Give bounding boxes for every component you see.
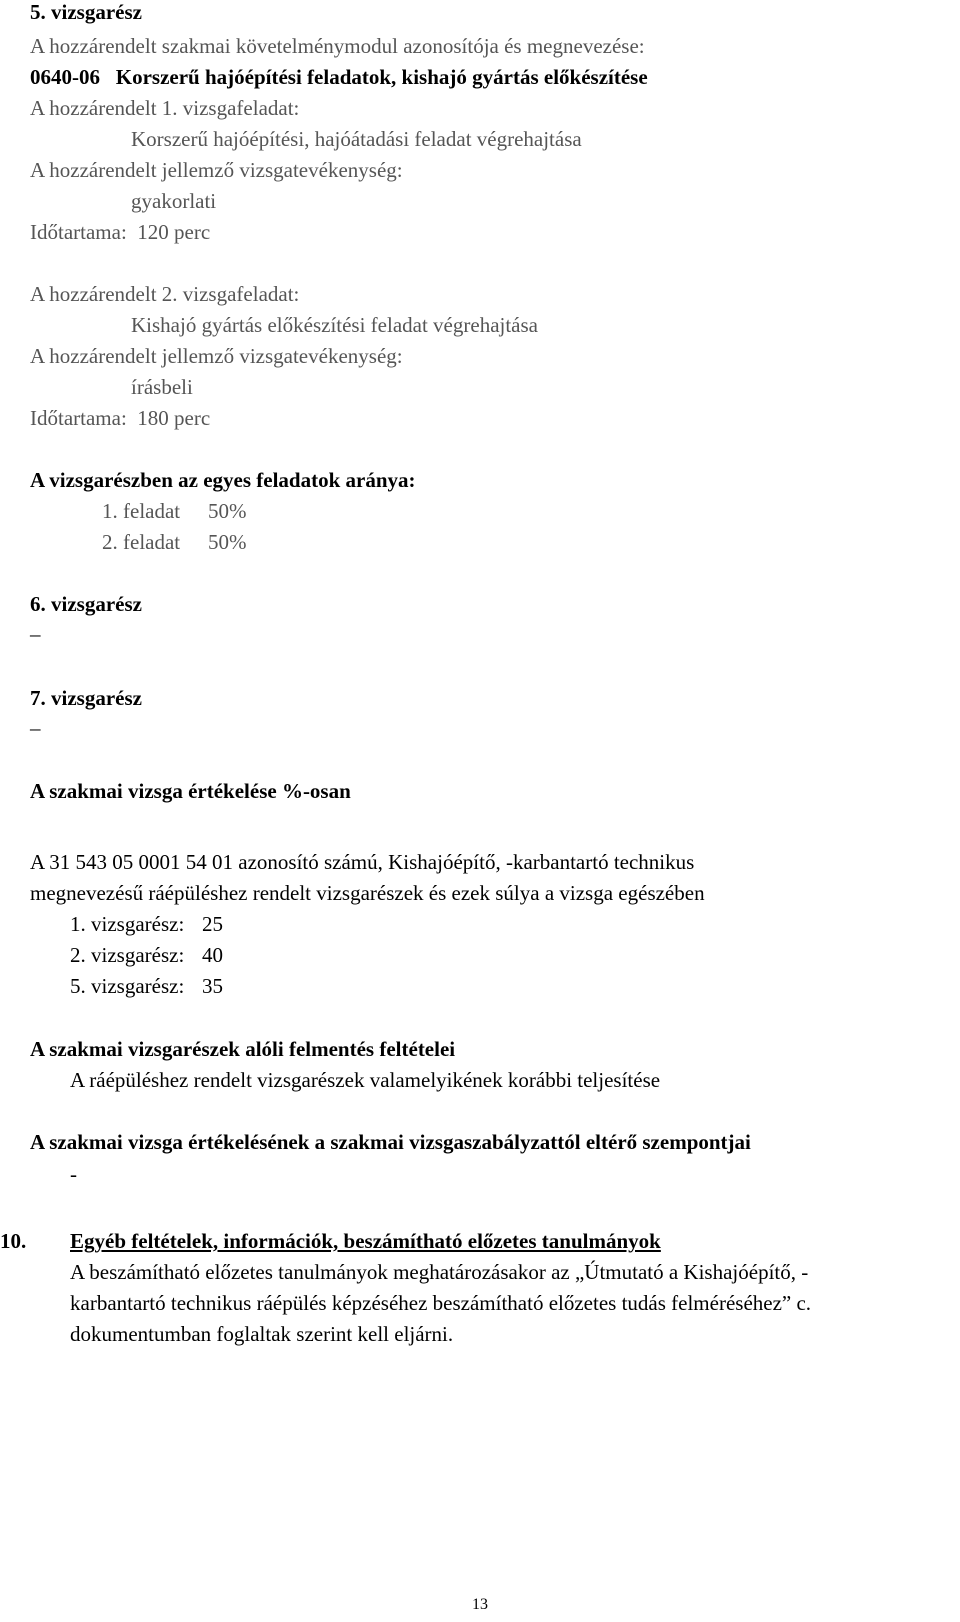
part7-heading: 7. vizsgarész: [30, 686, 142, 710]
exemption-text: A ráépüléshez rendelt vizsgarészek valamelyikének korábbi teljesítése: [70, 1068, 661, 1092]
task1-label: A hozzárendelt 1. vizsgafeladat:: [30, 96, 300, 120]
ratio-row: [102, 499, 247, 523]
task2-label: A hozzárendelt 2. vizsgafeladat:: [30, 282, 300, 306]
ratio-label: 2. feladat: [102, 530, 181, 554]
weight-value: 35: [202, 974, 223, 998]
task1-duration: Időtartama: 120 perc: [30, 220, 211, 244]
section10-number: 10.: [0, 1229, 27, 1253]
part6-heading: 6. vizsgarész: [30, 592, 142, 616]
section10-line1: A beszámítható előzetes tanulmányok meghatározásakor az „Útmutató a Kishajóépítő, -: [70, 1260, 809, 1284]
weight-label: 5. vizsgarész:: [70, 974, 185, 998]
deviation-heading: A szakmai vizsga értékelésének a szakmai vizsgaszabályzattól eltérő szempontjai: [30, 1130, 751, 1154]
page-number: 13: [472, 1596, 488, 1613]
ratio-heading: A vizsgarészben az egyes feladatok aránya:: [30, 468, 416, 492]
weight-value: 25: [202, 912, 223, 936]
ratio-label: 1. feladat: [102, 499, 181, 523]
weight-label: 2. vizsgarész:: [70, 943, 185, 967]
part7-value: –: [30, 716, 41, 740]
task2-activity-value: írásbeli: [131, 375, 193, 399]
section10-line2: karbantartó technikus ráépülés képzéséhez beszámítható előzetes tudás felméréséhez” c.: [70, 1291, 812, 1315]
section10-line3: dokumentumban foglaltak szerint kell eljárni.: [70, 1322, 454, 1346]
task1-value: Korszerű hajóépítési, hajóátadási feladat végrehajtása: [131, 127, 582, 151]
weight-row: [70, 974, 223, 998]
task2-duration: Időtartama: 180 perc: [30, 406, 211, 430]
weight-row: [70, 943, 223, 967]
deviation-value: -: [70, 1162, 77, 1186]
ratio-row: [102, 530, 247, 554]
task2-activity-label: A hozzárendelt jellemző vizsgatevékenység:: [30, 344, 403, 368]
ratio-value: 50%: [208, 530, 247, 554]
task1-activity-label: A hozzárendelt jellemző vizsgatevékenység:: [30, 158, 403, 182]
weight-row: [70, 912, 223, 936]
exemption-heading: A szakmai vizsgarészek alóli felmentés feltételei: [30, 1037, 456, 1061]
module-value: 0640-06 Korszerű hajóépítési feladatok, kishajó gyártás előkészítése: [30, 65, 648, 89]
evaluation-line1: A 31 543 05 0001 54 01 azonosító számú, Kishajóépítő, -karbantartó technikus: [30, 850, 695, 874]
task1-activity-value: gyakorlati: [131, 189, 217, 213]
task2-value: Kishajó gyártás előkészítési feladat végrehajtása: [131, 313, 538, 337]
weight-label: 1. vizsgarész:: [70, 912, 185, 936]
part6-value: –: [30, 622, 41, 646]
part5-heading: 5. vizsgarész: [30, 0, 142, 24]
section10-heading: Egyéb feltételek, információk, beszámítható előzetes tanulmányok: [70, 1229, 661, 1253]
module-label: A hozzárendelt szakmai követelménymodul azonosítója és megnevezése:: [30, 34, 645, 58]
weight-value: 40: [202, 943, 223, 967]
evaluation-line2: megnevezésű ráépüléshez rendelt vizsgarészek és ezek súlya a vizsga egészében: [30, 881, 705, 905]
evaluation-heading: A szakmai vizsga értékelése %-osan: [30, 779, 351, 803]
ratio-value: 50%: [208, 499, 247, 523]
